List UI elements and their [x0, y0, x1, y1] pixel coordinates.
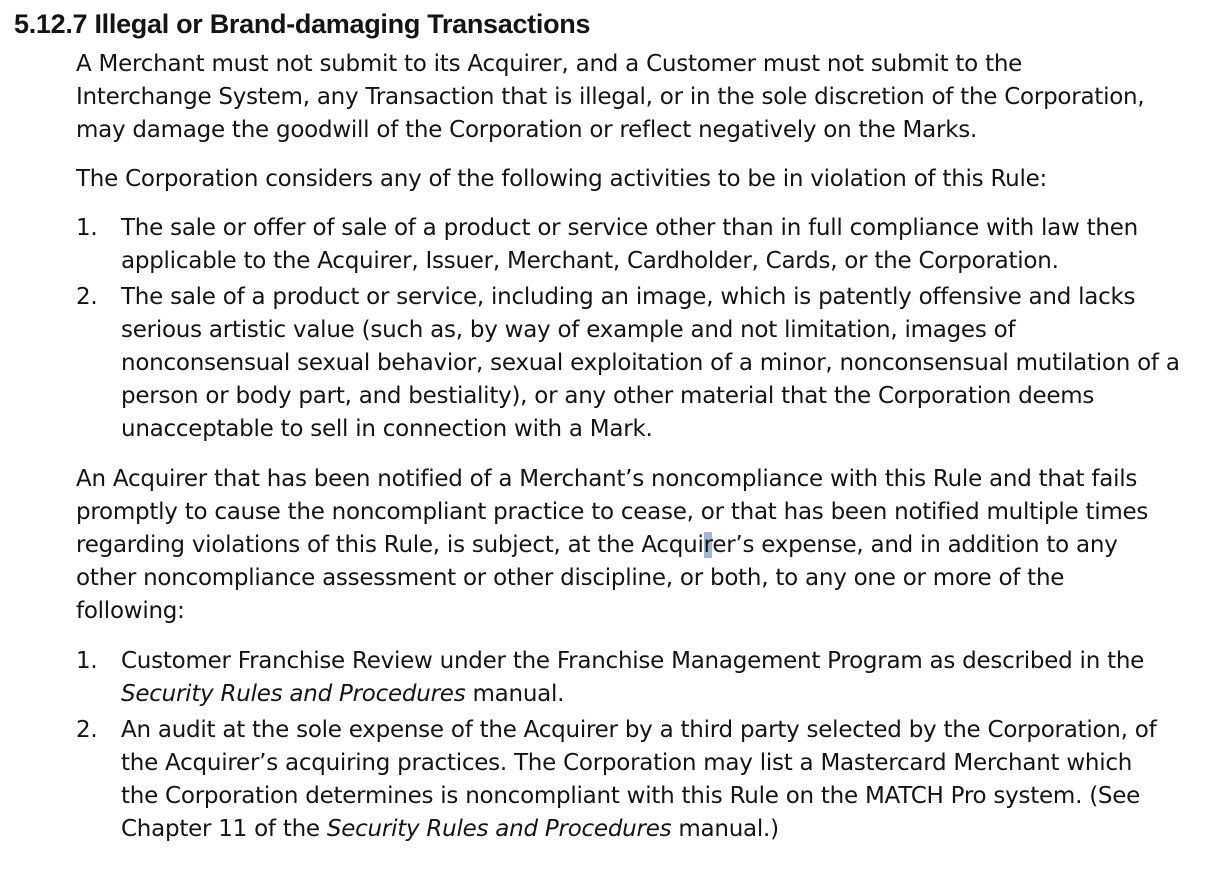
manual-title: Security Rules and Procedures — [326, 816, 672, 842]
list-item-text: manual. — [465, 681, 565, 707]
consequences-list-item — [76, 714, 1156, 846]
intro-line: Interchange System, any Transaction that is illegal, or in the sole discretion of the Corporation, — [76, 84, 1145, 110]
list-marker: 2. — [76, 284, 98, 310]
text-selection-highlight[interactable]: r — [703, 532, 713, 558]
consequences-list-item — [76, 645, 1156, 711]
acquirer-line: An Acquirer that has been notified of a Merchant’s noncompliance with this Rule and that fails — [76, 466, 1138, 492]
list-marker: 1. — [76, 215, 98, 241]
intro-line: A Merchant must not submit to its Acquirer, and a Customer must not submit to the — [76, 51, 1023, 77]
acquirer-line: other noncompliance assessment or other discipline, or both, to any one or more of the — [76, 565, 1065, 591]
list-marker: 1. — [76, 648, 98, 674]
list-item-line: serious artistic value (such as, by way of example and not limitation, images of — [121, 317, 1016, 343]
consequences-list — [76, 645, 1156, 846]
list-item-line — [121, 678, 1156, 711]
intro-line: may damage the goodwill of the Corporation or reflect negatively on the Marks. — [76, 117, 978, 143]
intro-paragraph — [76, 48, 1144, 147]
list-item-text: manual.) — [671, 816, 779, 842]
acquirer-line — [76, 529, 1148, 562]
violations-list-item — [76, 212, 1180, 278]
list-item-line — [121, 813, 1156, 846]
list-item-line: the Acquirer’s acquiring practices. The Corporation may list a Mastercard Merchant which — [121, 750, 1133, 776]
list-marker: 2. — [76, 717, 98, 743]
list-item-line: nonconsensual sexual behavior, sexual exploitation of a minor, nonconsensual mutilation of a — [121, 350, 1180, 376]
acquirer-line: following: — [76, 598, 185, 624]
list-item-line: person or body part, and bestiality), or any other material that the Corporation deems — [121, 383, 1095, 409]
list-item-line: the Corporation determines is noncompliant with this Rule on the MATCH Pro system. (See — [121, 783, 1141, 809]
violations-intro-line: The Corporation considers any of the following activities to be in violation of this Rule: — [76, 166, 1048, 192]
list-item-line: applicable to the Acquirer, Issuer, Merchant, Cardholder, Cards, or the Corporation. — [121, 248, 1059, 274]
acquirer-line: promptly to cause the noncompliant practice to cease, or that has been notified multiple times — [76, 499, 1149, 525]
list-item-line: The sale or offer of sale of a product or service other than in full compliance with law then — [121, 215, 1138, 241]
violations-intro-paragraph — [76, 163, 1047, 196]
list-item-text: Chapter 11 of the — [121, 816, 327, 842]
section-heading: 5.12.7 Illegal or Brand-damaging Transactions — [14, 9, 591, 39]
acquirer-line-text: regarding violations of this Rule, is subject, at the Acqui — [76, 532, 704, 558]
list-item-line: An audit at the sole expense of the Acquirer by a third party selected by the Corporation, of — [121, 717, 1157, 743]
list-item-line: Customer Franchise Review under the Franchise Management Program as described in the — [121, 648, 1145, 674]
violations-list-item — [76, 281, 1180, 446]
acquirer-paragraph — [76, 463, 1148, 628]
list-item-line: unacceptable to sell in connection with a Mark. — [121, 416, 653, 442]
violations-list — [76, 212, 1180, 446]
list-item-line: The sale of a product or service, including an image, which is patently offensive and lacks — [121, 284, 1136, 310]
acquirer-line-text: er’s expense, and in addition to any — [712, 532, 1118, 558]
manual-title: Security Rules and Procedures — [121, 681, 466, 707]
